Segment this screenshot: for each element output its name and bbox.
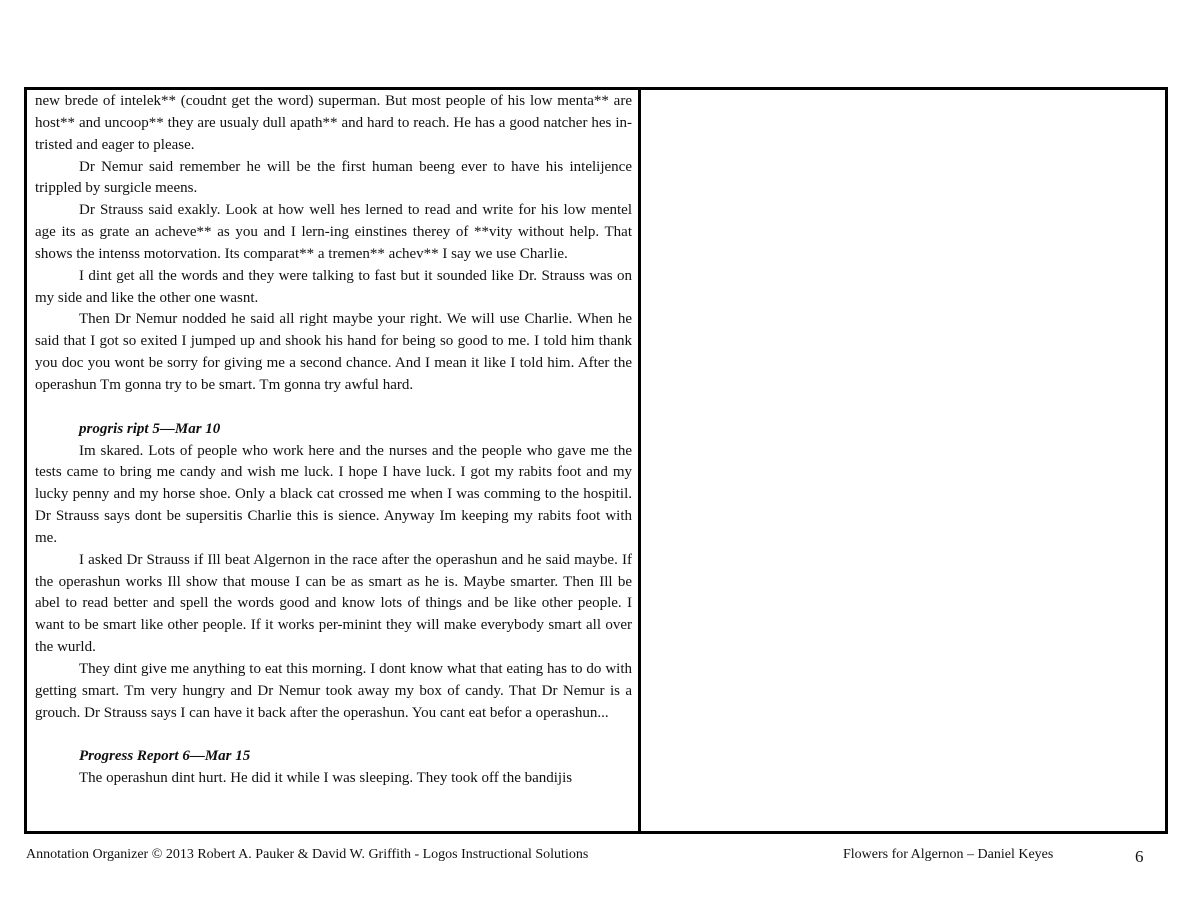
paragraph-spacer (35, 397, 632, 419)
progress-report-heading: progris ript 5—Mar 10 (79, 420, 221, 437)
story-text-column (27, 90, 641, 831)
story-paragraph: new brede of intelek** (coudnt get the word) superman. But most people of his low menta** are host** and uncoop** they are usualy dull apath** and hard to reach. He has a good natcher hes in-tristed and eager to please. (35, 93, 632, 153)
page-number: 6 (1135, 847, 1144, 866)
story-paragraph: The operashun dint hurt. He did it while I was sleeping. They took off the bandijis (79, 770, 573, 787)
story-paragraph: Im skared. Lots of people who work here and the nurses and the people who gave me the tests came to bring me candy and wish me luck. I hope I have luck. I got my rabits foot and my lucky penny and my horse shoe. Only a black cat crossed me when I was comming to the hospitil. Dr Strauss says dont be supersitis Charlie this is sience. Anyway Im keeping my rabits foot with me. (35, 442, 632, 546)
footer-copyright: Annotation Organizer © 2013 Robert A. Pauker & David W. Griffith - Logos Instructional Solutions (26, 847, 589, 862)
story-paragraph: They dint give me anything to eat this morning. I dont know what that eating has to do with getting smart. Tm very hungry and Dr Nemur took away my box of candy. That Dr Nemur is a grouch. Dr Strauss says I can have it back after the operashun. You cant eat befor a operashun... (35, 660, 632, 721)
progress-report-heading: Progress Report 6—Mar 15 (79, 748, 251, 765)
footer-book-title: Flowers for Algernon – Daniel Keyes (843, 847, 1054, 862)
story-paragraph: I dint get all the words and they were talking to fast but it sounded like Dr. Strauss was on my side and like the other one wasnt. (35, 267, 632, 306)
annotation-notes-column[interactable] (641, 90, 1165, 831)
story-paragraph: I asked Dr Strauss if Ill beat Algernon in the race after the operashun and he said maybe. If the operashun works Ill show that mouse I can be as smart as he is. Maybe smarter. Then Ill be abel to read better and spell the words good and know lots of things and be like other people. I want to be smart like other people. If it works per-minint they will make everybody smart all over the wurld. (35, 551, 632, 656)
paragraph-spacer (35, 724, 632, 746)
story-paragraph: Dr Nemur said remember he will be the first human beeng ever to have his intelijence trippled by surgicle meens. (35, 158, 632, 197)
story-paragraph: Dr Strauss said exakly. Look at how well hes lerned to read and write for his low mentel age its as grate an acheve** as you and I lern-ing einstines therey of **vity without help. That shows the intenss motorvation. Its comparat** a tremen** achev** I say we use Charlie. (35, 202, 632, 262)
annotation-organizer-table (24, 87, 1168, 834)
story-paragraph: Then Dr Nemur nodded he said all right maybe your right. We will use Charlie. When he said that I got so exited I jumped up and shook his hand for being so good to me. I told him thank you doc you wont be sorry for giving me a second chance. And I mean it like I told him. After the operashun Tm gonna try to be smart. Tm gonna try awful hard. (35, 311, 632, 393)
